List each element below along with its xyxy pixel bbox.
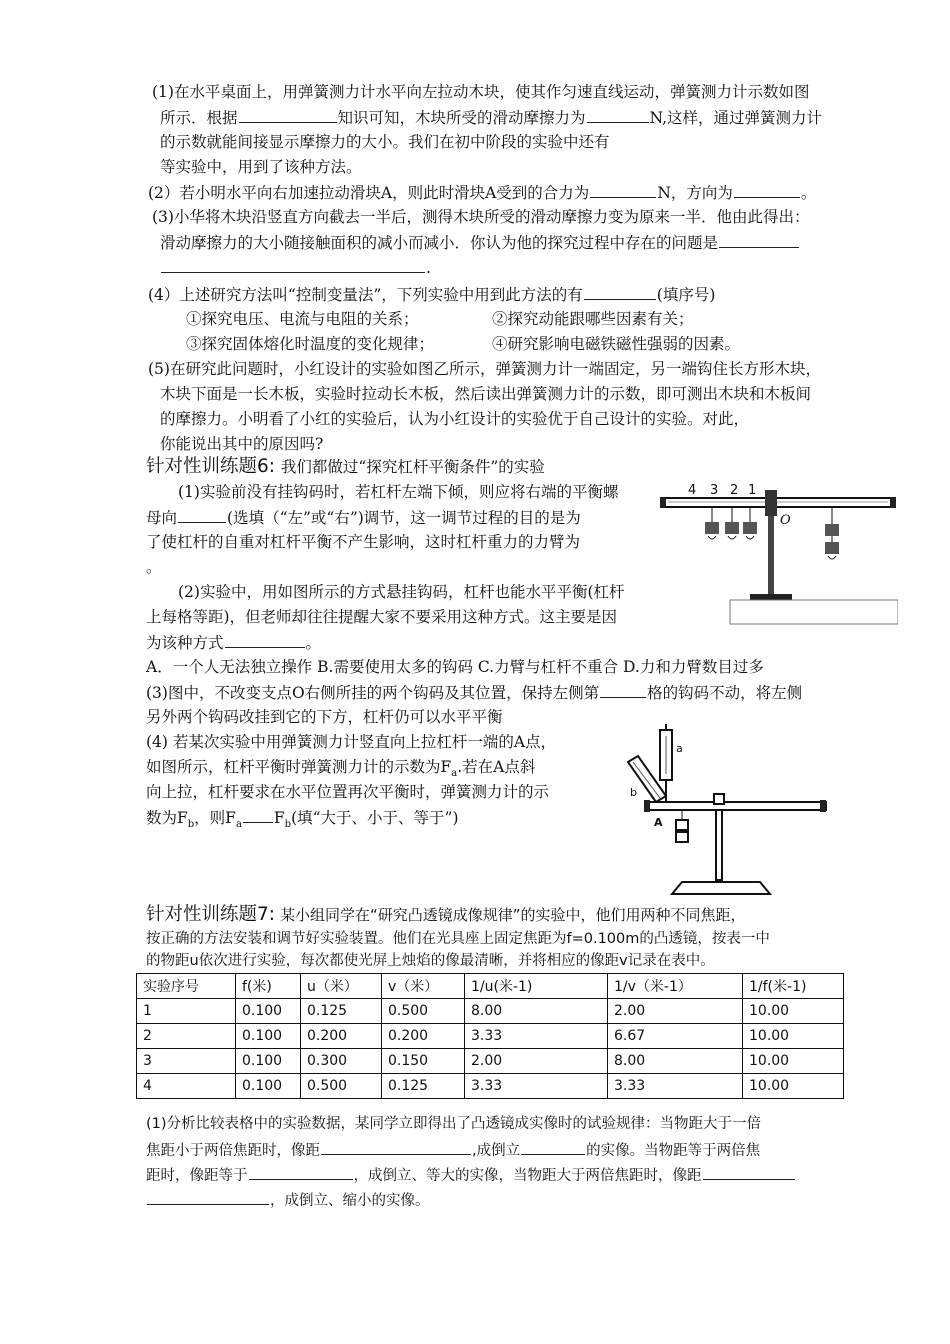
text: (4）上述研究方法叫“控制变量法”，下列实验中用到此方法的有 xyxy=(148,286,583,304)
table-header-cell: v（米） xyxy=(382,974,465,999)
table-row xyxy=(137,1024,844,1049)
pivot-label-o: O xyxy=(780,513,791,528)
friction-q5-line4: 你能说出其中的原因吗? xyxy=(160,435,324,453)
lever-q1-line3: 了使杠杆的自重对杠杆平衡不产生影响，这时杠杆重力的力臂为 xyxy=(146,533,581,551)
table-cell: 0.100 xyxy=(236,999,301,1024)
text: 如图所示，杠杆平衡时弹簧测力计的示数为F xyxy=(146,758,452,776)
table-cell: 0.100 xyxy=(236,1024,301,1049)
lens-q1-line3 xyxy=(146,1164,796,1186)
lens-title: 针对性训练题7: xyxy=(146,904,276,925)
text: N，方向为 xyxy=(657,184,733,202)
table-cell: 2.00 xyxy=(465,1049,608,1074)
lever-stand-base xyxy=(750,594,792,600)
table-cell: 10.00 xyxy=(743,1049,844,1074)
position-label-1: 1 xyxy=(748,483,757,498)
table-cell: 0.300 xyxy=(301,1049,382,1074)
lens-title-line xyxy=(146,905,746,925)
lever-q4-line4 xyxy=(146,807,459,835)
lever-beam-2 xyxy=(648,802,826,810)
answer-blank[interactable] xyxy=(147,1189,269,1205)
lens-data-table xyxy=(136,973,844,1099)
friction-q4-opt4: ④研究影响电磁铁磁性强弱的因素。 xyxy=(492,335,741,353)
table-cell: 0.100 xyxy=(236,1074,301,1099)
friction-q3-line2 xyxy=(160,232,800,253)
text: 格的钩码不动，将左侧 xyxy=(647,684,803,702)
label-point-a: A xyxy=(654,816,663,829)
table-cell: 0.500 xyxy=(301,1074,382,1099)
position-label-4: 4 xyxy=(688,483,697,498)
subscript: a xyxy=(235,819,242,831)
table-cell: 3 xyxy=(137,1049,236,1074)
table-header-cell: 1/u(米-1) xyxy=(465,974,608,999)
friction-q1-line3: 的示数就能间接显示摩擦力的大小。我们在初中阶段的实验中还有 xyxy=(160,133,610,151)
table-cell: 0.150 xyxy=(382,1049,465,1074)
subscript: a xyxy=(451,768,458,780)
text: 。 xyxy=(800,184,817,202)
friction-q1-line4: 等实验中，用到了该种方法。 xyxy=(160,158,362,176)
lever-q4-line2 xyxy=(146,757,535,784)
lens-q1-line1: (1)分析比较表格中的实验数据，某同学立即得出了凸透镜成实像时的试验规律：当物距大于一倍 xyxy=(146,1116,762,1132)
lever-q4-line1: (4) 若某次实验中用弹簧测力计竖直向上拉杠杆一端的A点， xyxy=(146,733,557,751)
table-cell: 0.500 xyxy=(382,999,465,1024)
lever-q2-line1: (2)实验中，用如图所示的方式悬挂钩码，杠杆也能水平平衡(杠杆 xyxy=(178,583,625,601)
table-cell: 8.00 xyxy=(465,999,608,1024)
lever-q2-line3 xyxy=(146,632,321,653)
lens-intro-line3: 的物距u依次进行实验，每次都使光屏上烛焰的像最清晰，并将相应的像距v记录在表中。 xyxy=(146,953,715,969)
lens-q1-line4 xyxy=(146,1189,430,1211)
answer-blank[interactable] xyxy=(734,182,800,198)
text: 焦距小于两倍焦距时，像距 xyxy=(146,1143,320,1159)
friction-q4-opt3: ③探究固体熔化时温度的变化规律； xyxy=(186,335,435,353)
stand-pole xyxy=(716,810,722,880)
label-b: b xyxy=(630,786,637,799)
text: N,这样，通过弹簧测力计 xyxy=(649,109,823,127)
table-cell: 3.33 xyxy=(465,1074,608,1099)
table-cell: 4 xyxy=(137,1074,236,1099)
text: ，成倒立、缩小的实像。 xyxy=(270,1193,430,1209)
answer-blank[interactable] xyxy=(590,182,656,198)
lever-q2-line2: 上每格等距)，但老师却往往提醒大家不要采用这种方式。这主要是因 xyxy=(146,608,618,626)
table-cell: 0.125 xyxy=(301,999,382,1024)
label-a: a xyxy=(676,742,683,755)
friction-q3-line1: (3)小华将木块沿竖直方向截去一半后，测得木块所受的滑动摩擦力变为原来一半．他由此得出： xyxy=(152,208,810,226)
answer-blank[interactable] xyxy=(225,632,305,648)
answer-blank[interactable] xyxy=(321,1139,471,1155)
lever-q1-line4: 。 xyxy=(146,558,162,576)
lens-intro-line1: 某小组同学在“研究凸透镜成像规律”的实验中，他们用两种不同焦距， xyxy=(279,906,746,924)
answer-blank[interactable] xyxy=(161,257,425,273)
text: .若在A点斜 xyxy=(457,758,536,776)
table-row xyxy=(137,1049,844,1074)
table-row xyxy=(137,1074,844,1099)
table-header-cell: 1/f(米-1) xyxy=(743,974,844,999)
text: 母向 xyxy=(146,509,178,527)
lever-stand-pole xyxy=(768,516,774,594)
friction-q1-line2 xyxy=(160,107,822,128)
lens-q1-line2 xyxy=(146,1139,760,1161)
table-cell: 0.125 xyxy=(382,1074,465,1099)
answer-blank[interactable] xyxy=(243,807,273,823)
text: (选填（“左”或“右”)调节，这一调节过程的目的是为 xyxy=(227,509,581,527)
answer-blank[interactable] xyxy=(600,682,646,698)
position-label-3: 3 xyxy=(710,483,719,498)
text: ，则F xyxy=(194,809,236,827)
table-header-row xyxy=(137,974,844,999)
table-cell: 2 xyxy=(137,1024,236,1049)
answer-blank[interactable] xyxy=(719,232,799,248)
lever-title-rest: 我们都做过“探究杠杆平衡条件”的实验 xyxy=(280,458,545,476)
table-cell: 0.100 xyxy=(236,1049,301,1074)
lever-q3-line1 xyxy=(146,682,802,703)
text: 知识可知，木块所受的滑动摩擦力为 xyxy=(337,109,586,127)
lever-q4-line3: 向上拉，杠杆要求在水平位置再次平衡时，弹簧测力计的示 xyxy=(146,783,550,801)
text: (3)图中，不改变支点O右侧所挂的两个钩码及其位置，保持左侧第 xyxy=(146,684,600,702)
text: ,成倒立 xyxy=(472,1143,521,1159)
answer-blank[interactable] xyxy=(587,107,649,123)
friction-q4 xyxy=(148,284,715,305)
text: . xyxy=(426,259,431,277)
text: 数为F xyxy=(146,809,188,827)
table-cell: 8.00 xyxy=(608,1049,743,1074)
table-cell: 1 xyxy=(137,999,236,1024)
friction-q2 xyxy=(148,182,816,203)
friction-q5-line3: 的摩擦力。小明看了小红的实验后，认为小红设计的实验优于自己设计的实验。对此， xyxy=(160,410,750,428)
table-cell: 3.33 xyxy=(465,1024,608,1049)
lever-title xyxy=(146,457,545,477)
text: F xyxy=(273,809,285,827)
answer-blank[interactable] xyxy=(178,507,226,523)
table-header-cell: 1/v（米-1） xyxy=(608,974,743,999)
friction-q4-opt1: ①探究电压、电流与电阻的关系； xyxy=(186,310,419,328)
table-cell: 6.67 xyxy=(608,1024,743,1049)
table-cell: 10.00 xyxy=(743,1074,844,1099)
table-header-cell: 实验序号 xyxy=(137,974,236,999)
friction-q1-line1: (1)在水平桌面上，用弹簧测力计水平向左拉动木块，使其作匀速直线运动，弹簧测力计示数如图 xyxy=(152,83,810,101)
friction-q4-opt2: ②探究动能跟哪些因素有关； xyxy=(492,310,694,328)
text: (2）若小明水平向右加速拉动滑块A，则此时滑块A受到的合力为 xyxy=(148,184,590,202)
text: 。 xyxy=(305,634,322,652)
table-cell: 0.200 xyxy=(301,1024,382,1049)
text: 距时，像距等于 xyxy=(146,1168,248,1184)
text: 滑动摩擦力的大小随接触面积的减小而减小．你认为他的探究过程中存在的问题是 xyxy=(160,234,719,252)
text: ，成倒立、等大的实像，当物距大于两倍焦距时，像距 xyxy=(353,1168,702,1184)
text: (填“大于、小于、等于”) xyxy=(291,809,459,827)
subscript: b xyxy=(284,819,292,831)
text: 所示．根据 xyxy=(160,109,238,127)
lever-figure-2 xyxy=(620,722,830,900)
lever-title-label: 针对性训练题6: xyxy=(146,456,276,477)
text: 的实像。当物距等于两倍焦 xyxy=(586,1143,761,1159)
lever-figure-1 xyxy=(660,476,898,626)
table-cell: 2.00 xyxy=(608,999,743,1024)
table-header-cell: f(米) xyxy=(236,974,301,999)
position-label-2: 2 xyxy=(730,483,739,498)
lever-q1-line1: (1)实验前没有挂钩码时，若杠杆左端下倾，则应将右端的平衡螺 xyxy=(178,483,619,501)
friction-q5-line1: (5)在研究此问题时，小红设计的实验如图乙所示，弹簧测力计一端固定，另一端钩住长方形木块， xyxy=(148,360,821,378)
subscript: b xyxy=(187,819,195,831)
friction-q5-line2: 木块下面是一长木板，实验时拉动长木板，然后读出弹簧测力计的示数，即可测出木块和木板间 xyxy=(160,385,812,403)
answer-blank[interactable] xyxy=(703,1164,795,1180)
friction-q3-line3 xyxy=(160,257,431,278)
text: (填序号) xyxy=(656,286,716,304)
table-row xyxy=(137,999,844,1024)
answer-blank[interactable] xyxy=(249,1164,353,1180)
stand-base xyxy=(672,882,770,894)
lever-q2-options: A．一个人无法独立操作 B.需要使用太多的钩码 C.力臂与杠杆不重合 D.力和力臂数目过多 xyxy=(146,658,764,676)
answer-blank[interactable] xyxy=(521,1139,585,1155)
text: 为该种方式 xyxy=(146,634,224,652)
lens-intro-line2: 按正确的方法安装和调节好实验装置。他们在光具座上固定焦距为f=0.100m的凸透镜，按表一中 xyxy=(146,931,770,947)
table-cell: 10.00 xyxy=(743,1024,844,1049)
lever-q1-line2 xyxy=(146,507,581,528)
answer-blank[interactable] xyxy=(584,284,656,300)
table-cell: 3.33 xyxy=(608,1074,743,1099)
pivot-block xyxy=(765,490,777,516)
table-cell: 10.00 xyxy=(743,999,844,1024)
answer-blank[interactable] xyxy=(239,107,337,123)
lever-q3-line2: 另外两个钩码改挂到它的下方，杠杆仍可以水平平衡 xyxy=(146,708,503,726)
table-cell: 0.200 xyxy=(382,1024,465,1049)
table-header-cell: u（米） xyxy=(301,974,382,999)
